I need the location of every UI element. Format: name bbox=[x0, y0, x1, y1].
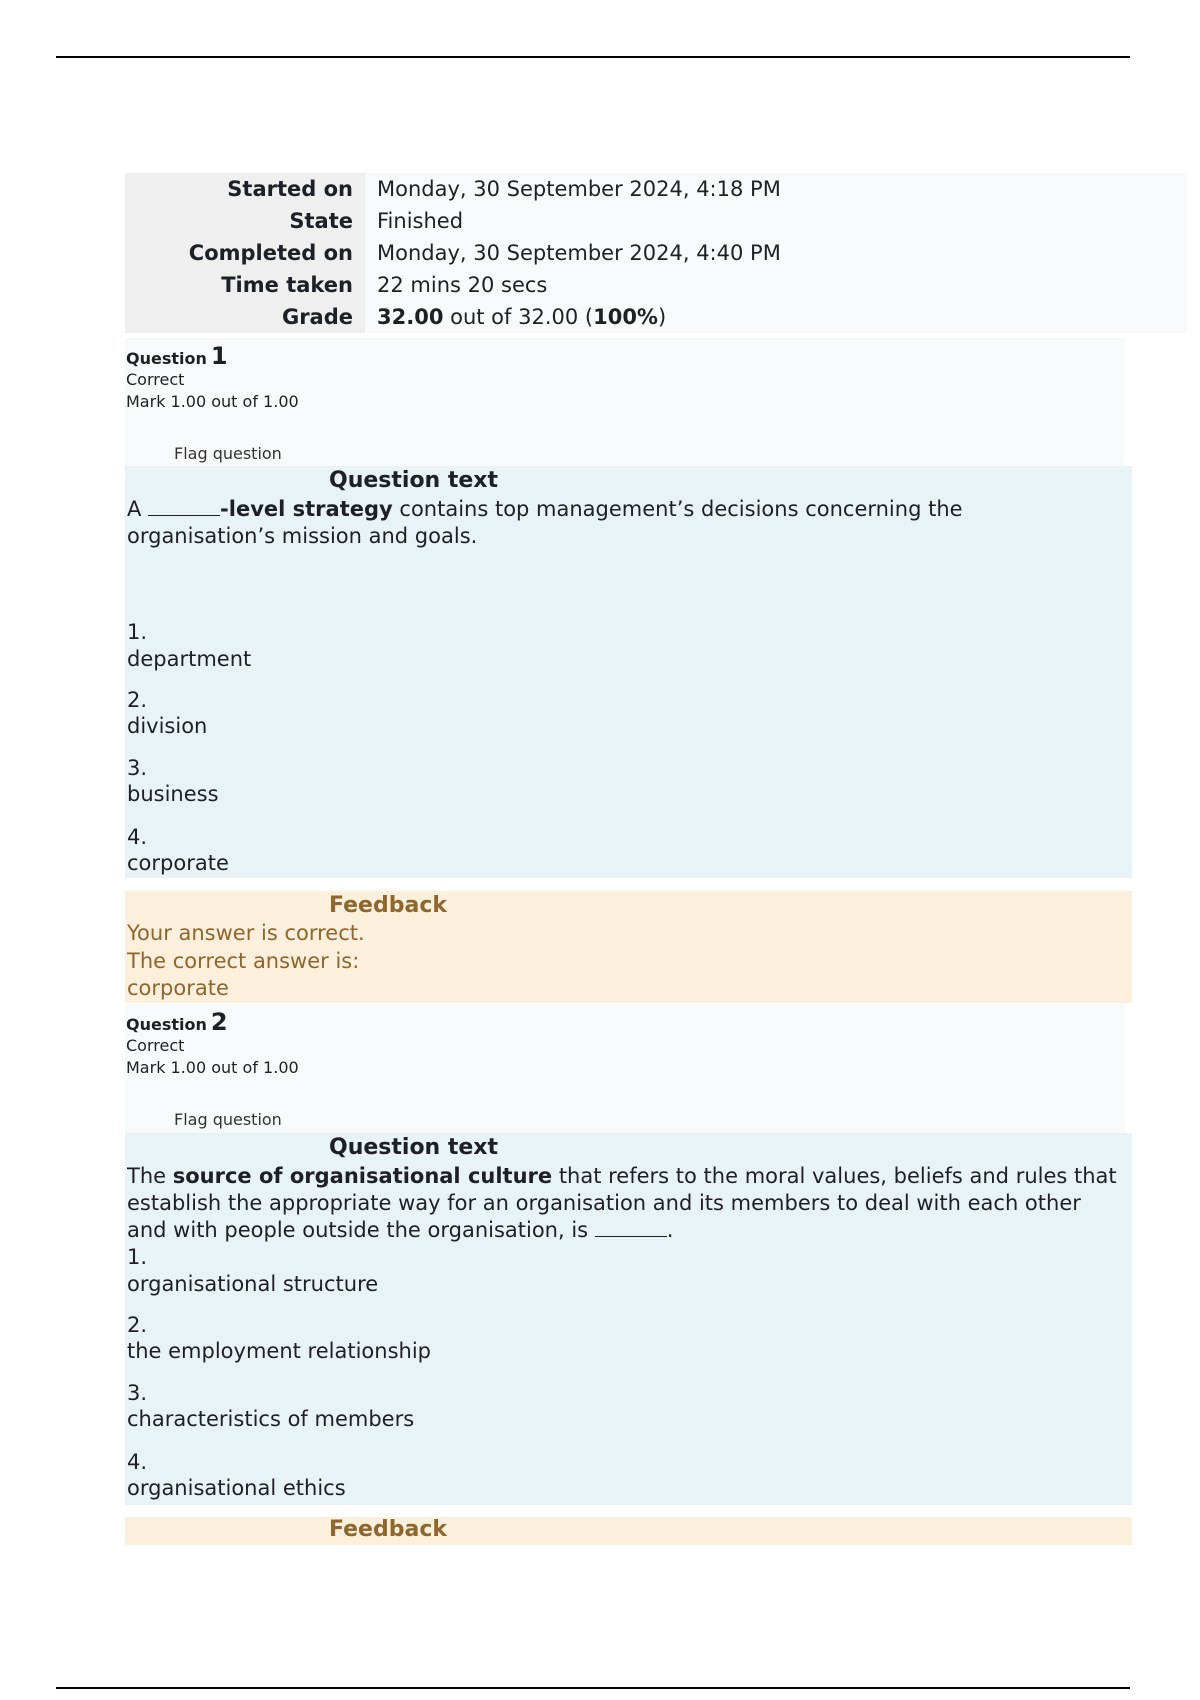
option-number: 1. bbox=[127, 620, 148, 644]
feedback-header: Feedback bbox=[329, 893, 447, 918]
question-number-value: 1 bbox=[210, 342, 228, 370]
question-mark: Mark 1.00 out of 1.00 bbox=[126, 1058, 299, 1077]
grade-score: 32.00 bbox=[377, 305, 444, 329]
option-answer[interactable]: business bbox=[127, 782, 219, 806]
option-answer[interactable]: organisational structure bbox=[127, 1272, 379, 1296]
question-state: Correct bbox=[126, 1036, 185, 1055]
feedback-line: corporate bbox=[127, 976, 229, 1000]
question-text-prefix: The bbox=[127, 1164, 173, 1188]
summary-label: Started on bbox=[125, 173, 365, 205]
question-text bbox=[127, 1163, 1117, 1244]
answer-blank bbox=[148, 499, 220, 516]
question-state: Correct bbox=[126, 370, 185, 389]
summary-row-completed bbox=[125, 237, 1187, 269]
question-label: Question bbox=[126, 349, 207, 368]
page-top-rule bbox=[56, 56, 1130, 58]
option-number: 2. bbox=[127, 1313, 148, 1337]
summary-label: Completed on bbox=[125, 237, 365, 269]
page-bottom-rule bbox=[56, 1687, 1130, 1689]
grade-end: ) bbox=[657, 305, 667, 329]
question-label: Question bbox=[126, 1015, 207, 1034]
question-2-info bbox=[125, 1004, 1125, 1133]
question-1-content bbox=[125, 466, 1132, 878]
grade-mid: out of 32.00 ( bbox=[443, 305, 594, 329]
option-answer[interactable]: the employment relationship bbox=[127, 1339, 431, 1363]
question-text-rest: that refers to the moral values, beliefs and rules that establish the appropriate way for an organisation and its members to deal with each other and with people outside the organisation, is bbox=[127, 1164, 1117, 1242]
attempt-summary-table bbox=[125, 173, 1187, 333]
option-answer[interactable]: organisational ethics bbox=[127, 1476, 346, 1500]
option-number: 2. bbox=[127, 688, 148, 712]
question-2-content bbox=[125, 1133, 1132, 1505]
flag-question-link[interactable]: Flag question bbox=[174, 1110, 282, 1129]
option-answer[interactable]: division bbox=[127, 714, 208, 738]
summary-value: Monday, 30 September 2024, 4:18 PM bbox=[365, 173, 1187, 205]
summary-row-time-taken bbox=[125, 269, 1187, 301]
question-number-value: 2 bbox=[210, 1008, 228, 1036]
question-1-feedback bbox=[125, 891, 1132, 1003]
question-text bbox=[127, 496, 1117, 550]
question-text-rest: contains top management’s decisions concerning the organisation’s mission and goals. bbox=[127, 497, 963, 548]
summary-value: Monday, 30 September 2024, 4:40 PM bbox=[365, 237, 1187, 269]
option-number: 1. bbox=[127, 1245, 148, 1269]
question-text-end: . bbox=[666, 1218, 674, 1242]
option-number: 4. bbox=[127, 825, 148, 849]
option-answer[interactable]: characteristics of members bbox=[127, 1407, 415, 1431]
option-number: 4. bbox=[127, 1450, 148, 1474]
feedback-line: Your answer is correct. bbox=[127, 921, 365, 945]
question-number bbox=[126, 1008, 228, 1036]
question-1-info bbox=[125, 338, 1125, 466]
answer-blank bbox=[595, 1220, 667, 1237]
option-answer[interactable]: department bbox=[127, 647, 252, 671]
summary-row-started bbox=[125, 173, 1187, 205]
question-text-prefix: A bbox=[127, 497, 149, 521]
question-text-header: Question text bbox=[329, 468, 499, 493]
question-mark: Mark 1.00 out of 1.00 bbox=[126, 392, 299, 411]
summary-label: Time taken bbox=[125, 269, 365, 301]
feedback-line: The correct answer is: bbox=[127, 949, 360, 973]
summary-row-state bbox=[125, 205, 1187, 237]
grade-value bbox=[365, 301, 1187, 333]
grade-percent: 100% bbox=[593, 305, 658, 329]
summary-value: Finished bbox=[365, 205, 1187, 237]
feedback-header: Feedback bbox=[329, 1517, 447, 1542]
option-number: 3. bbox=[127, 756, 148, 780]
question-text-bold: source of organisational culture bbox=[172, 1164, 553, 1188]
question-text-bold: -level strategy bbox=[220, 497, 393, 521]
summary-label: State bbox=[125, 205, 365, 237]
question-number bbox=[126, 342, 228, 370]
flag-question-link[interactable]: Flag question bbox=[174, 444, 282, 463]
question-2-feedback bbox=[125, 1517, 1132, 1545]
summary-row-grade bbox=[125, 301, 1187, 333]
summary-label: Grade bbox=[125, 301, 365, 333]
question-text-header: Question text bbox=[329, 1135, 499, 1160]
option-number: 3. bbox=[127, 1381, 148, 1405]
summary-value: 22 mins 20 secs bbox=[365, 269, 1187, 301]
option-answer[interactable]: corporate bbox=[127, 851, 229, 875]
